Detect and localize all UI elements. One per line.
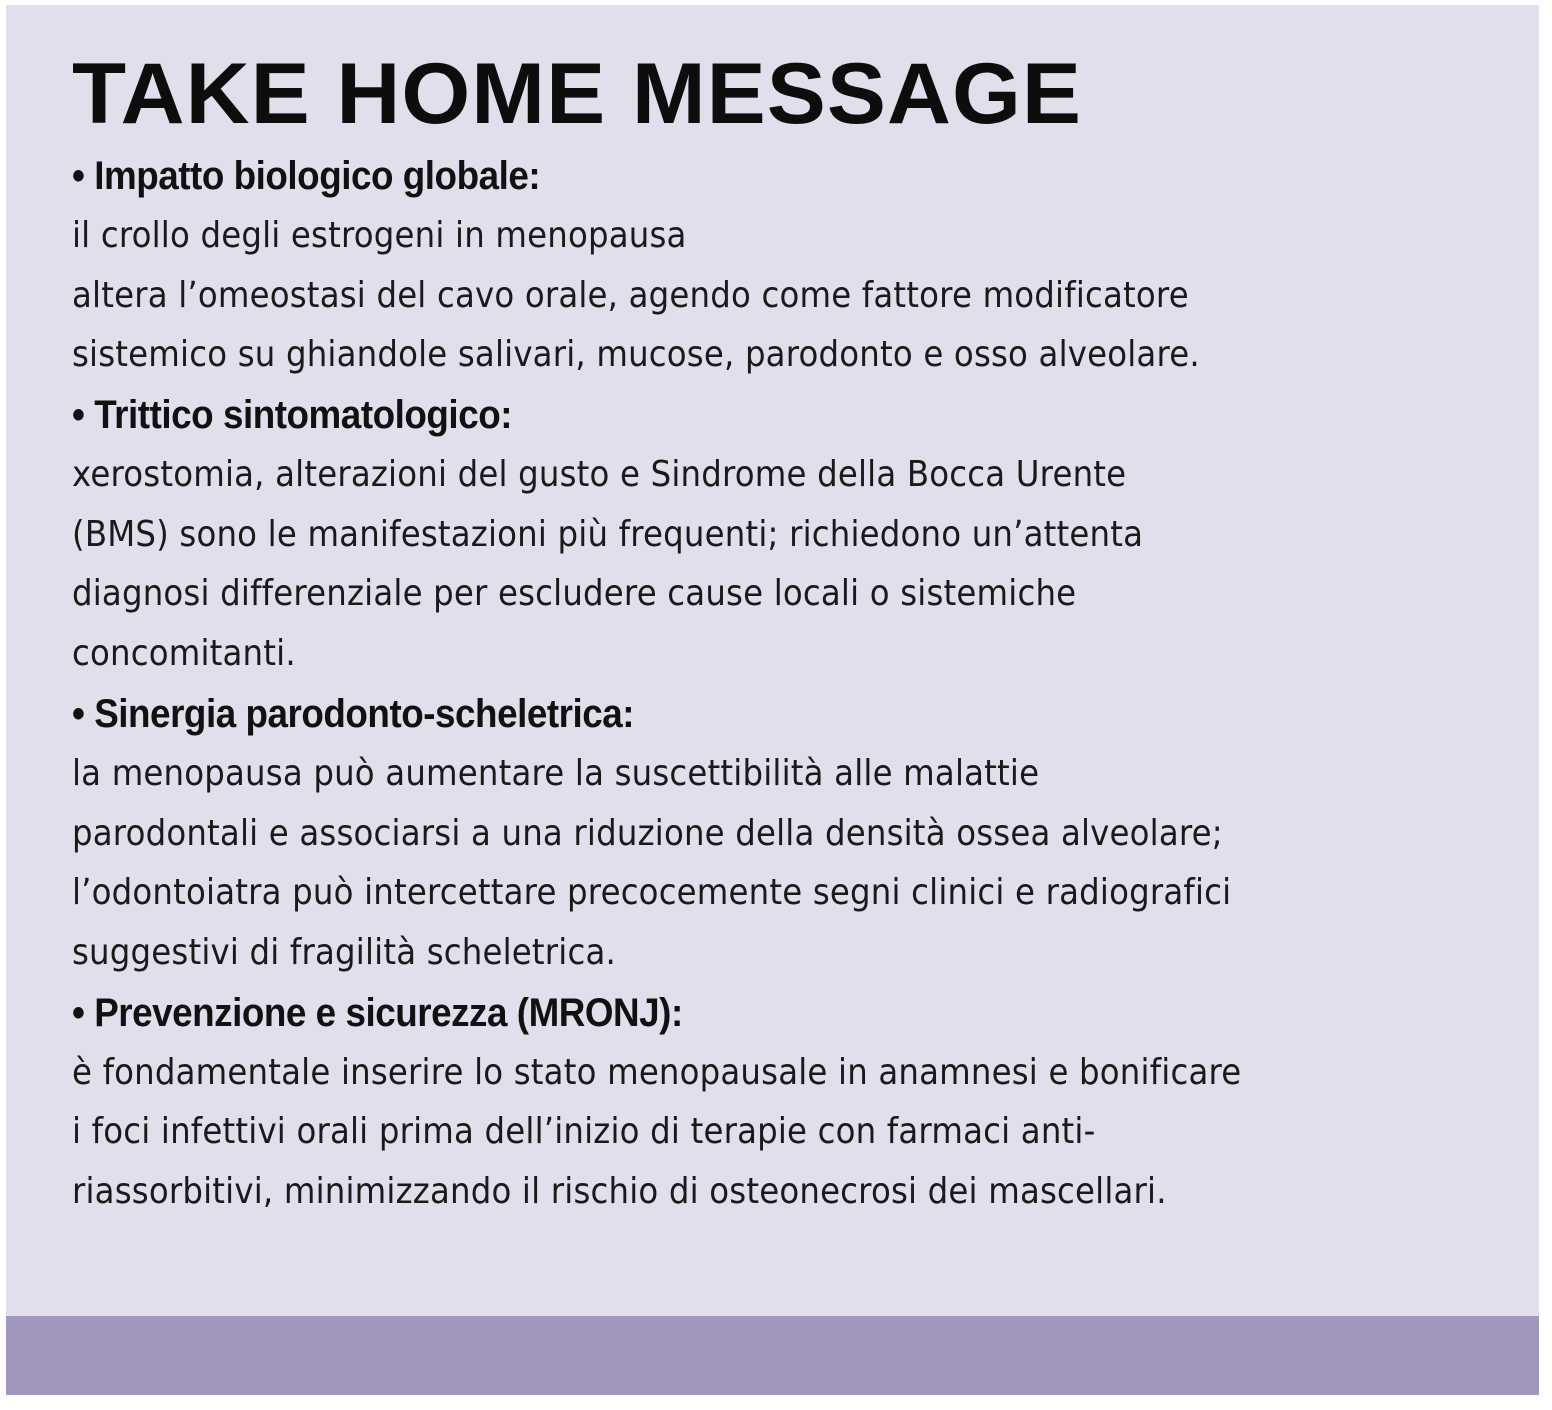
section-impatto-biologico	[72, 146, 1512, 385]
message-content	[72, 48, 1512, 1222]
section-sinergia-parodonto	[72, 684, 1512, 983]
page-title: TAKE HOME MESSAGE	[72, 46, 1083, 142]
section-text-line: parodontali e associarsi a una riduzione della densità ossea alveolare;	[72, 812, 1223, 854]
section-heading: • Prevenzione e sicurezza (MRONJ):	[72, 990, 683, 1035]
section-text-line: la menopausa può aumentare la suscettibilità alle malattie	[72, 752, 1040, 794]
section-text-line: sistemico su ghiandole salivari, mucose, parodonto e osso alveolare.	[72, 334, 1200, 376]
section-heading: • Sinergia parodonto-scheletrica:	[72, 691, 635, 736]
section-text-line: riassorbitivi, minimizzando il rischio di osteonecrosi dei mascellari.	[72, 1170, 1167, 1212]
section-text-line: suggestivi di fragilità scheletrica.	[72, 931, 616, 973]
section-trittico-sintomatologico	[72, 385, 1512, 684]
section-text-line: altera l’omeostasi del cavo orale, agendo come fattore modificatore	[72, 274, 1189, 316]
section-text-line: l’odontoiatra può intercettare precocemente segni clinici e radiografici	[72, 872, 1232, 914]
section-prevenzione-sicurezza	[72, 983, 1512, 1222]
footer-bar	[6, 1316, 1539, 1395]
section-text-line: è fondamentale inserire lo stato menopausale in anamnesi e bonificare	[72, 1051, 1242, 1093]
section-heading: • Impatto biologico globale:	[72, 154, 541, 198]
section-text-line: (BMS) sono le manifestazioni più frequenti; richiedono un’attenta	[72, 513, 1144, 555]
section-text-line: diagnosi differenziale per escludere cause locali o sistemiche	[72, 573, 1077, 615]
section-text-line: i foci infettivi orali prima dell’inizio di terapie con farmaci anti-	[72, 1111, 1096, 1153]
section-text-line: concomitanti.	[72, 633, 296, 675]
section-heading: • Trittico sintomatologico:	[72, 393, 513, 438]
section-text-line: il crollo degli estrogeni in menopausa	[72, 215, 687, 256]
section-text-line: xerostomia, alterazioni del gusto e Sindrome della Bocca Urente	[72, 454, 1127, 496]
